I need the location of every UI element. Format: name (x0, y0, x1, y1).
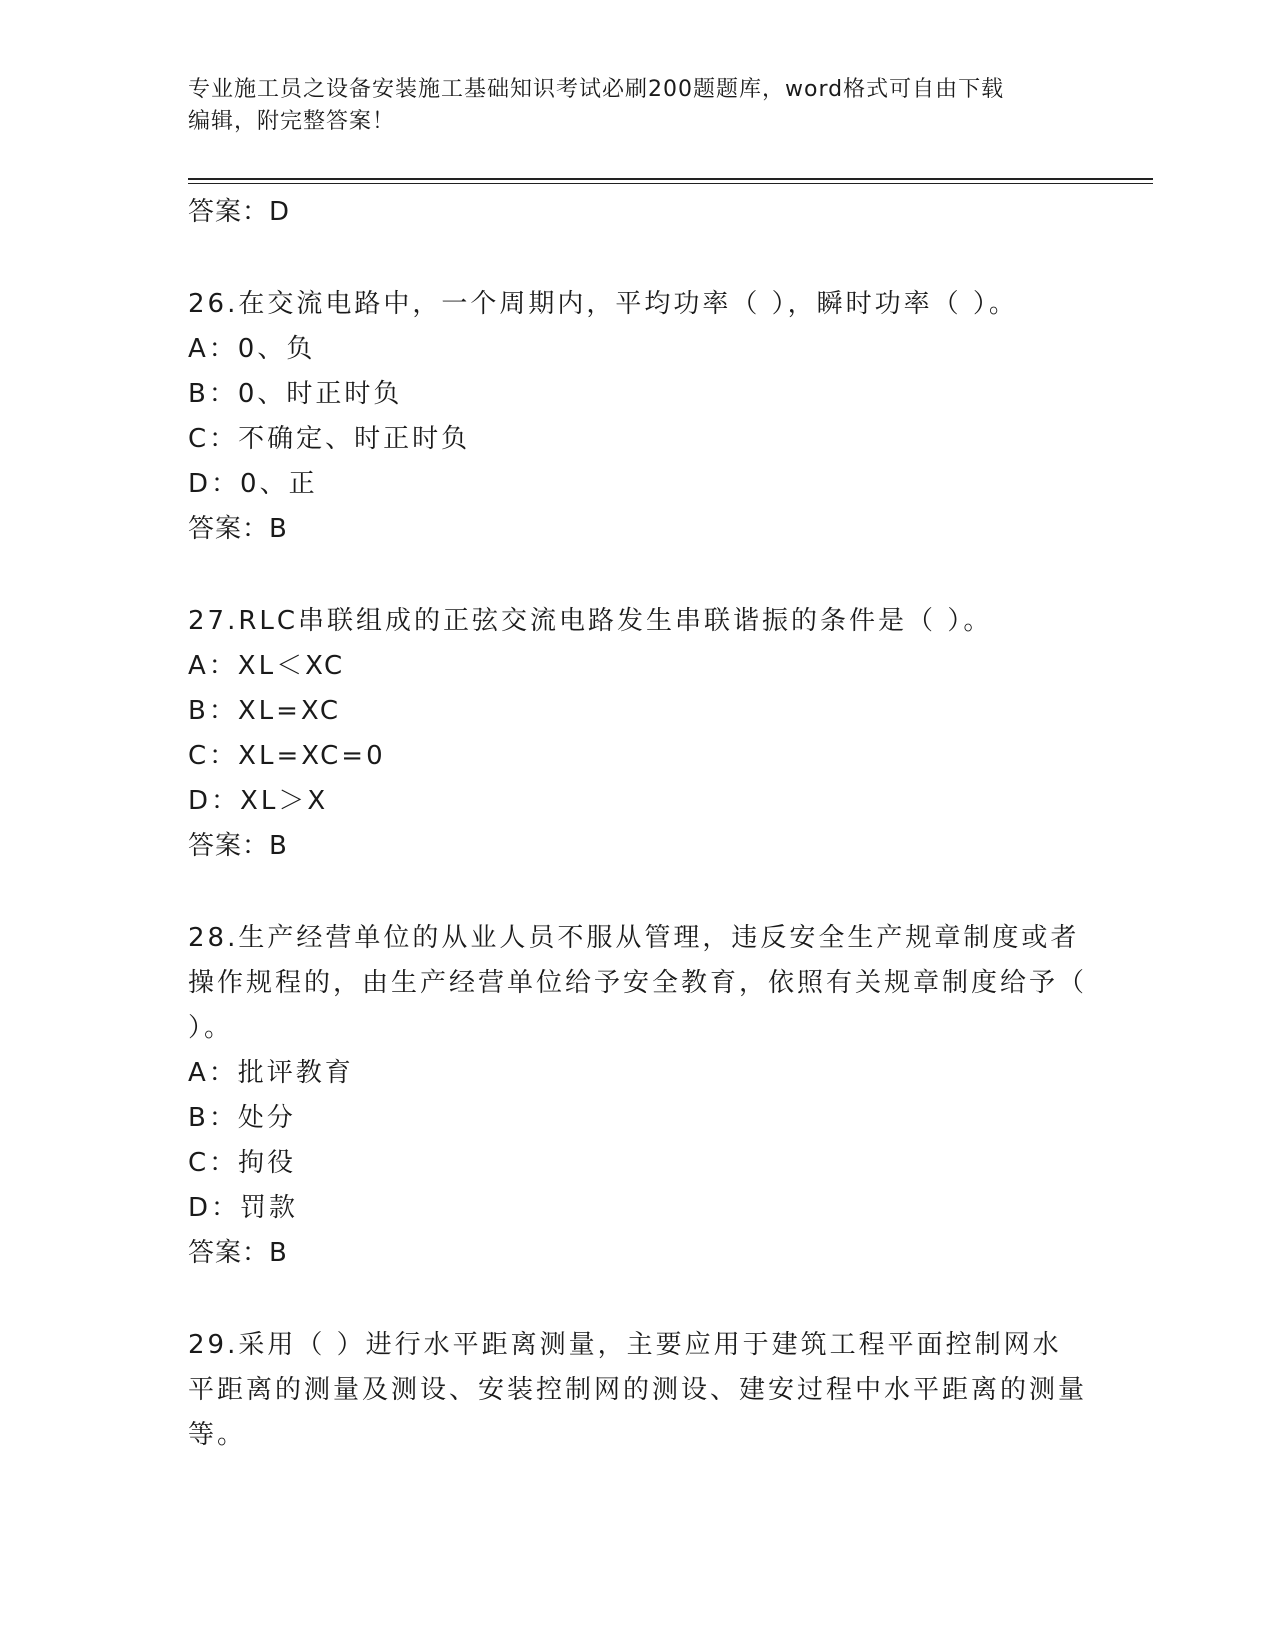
question-text: 29.采用（ ）进行水平距离测量，主要应用于建筑工程平面控制网水平距离的测量及测设、安装控制网的测设、建安过程中水平距离的测量等。 (188, 1330, 1088, 1450)
option-d: D：XL＞X (188, 786, 329, 816)
question-text: 27.RLC串联组成的正弦交流电路发生串联谐振的条件是（ ）。 (188, 606, 993, 636)
question-block (188, 282, 1088, 551)
answer-line: 答案：B (188, 831, 288, 861)
option-d: D：罚款 (188, 1193, 299, 1223)
question-text: 26.在交流电路中，一个周期内，平均功率（ ），瞬时功率（ ）。 (188, 289, 1018, 319)
option-c: C：XL=XC=0 (188, 741, 386, 771)
option-a: A：批评教育 (188, 1058, 354, 1088)
answer-line: 答案：B (188, 514, 288, 544)
header-divider (188, 178, 1153, 180)
question-block (188, 1323, 1088, 1458)
previous-answer: 答案：D (188, 197, 291, 227)
option-a: A：XL＜XC (188, 651, 346, 681)
question-block (188, 599, 1088, 868)
page-header (188, 74, 1068, 138)
option-b: B：XL=XC (188, 696, 341, 726)
option-a: A：0、负 (188, 334, 316, 364)
question-text: 28.生产经营单位的从业人员不服从管理，违反安全生产规章制度或者操作规程的，由生产经营单位给予安全教育，依照有关规章制度给予（ ）。 (188, 923, 1088, 1043)
option-d: D：0、正 (188, 469, 318, 499)
option-c: C：拘役 (188, 1148, 297, 1178)
answer-line: 答案：B (188, 1238, 288, 1268)
question-block (188, 916, 1088, 1275)
question-list (188, 190, 1088, 1458)
header-title-line-2: 编辑，附完整答案！ (188, 109, 396, 134)
header-title-line-1: 专业施工员之设备安装施工基础知识考试必刷200题题库，word格式可自由下载 (188, 77, 1005, 102)
header-divider-thin (188, 183, 1153, 184)
option-c: C：不确定、时正时负 (188, 424, 471, 454)
option-b: B：0、时正时负 (188, 379, 403, 409)
option-b: B：处分 (188, 1103, 296, 1133)
